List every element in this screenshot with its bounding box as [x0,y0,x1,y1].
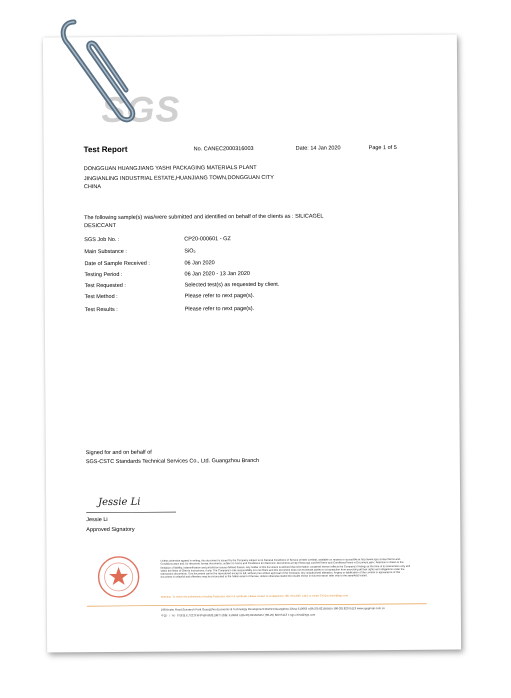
client-address-1: JINGIANLING INDUSTRIAL ESTATE,HUANJIANG TOWN,DONGGUAN CITY [83,174,274,183]
detail-value: CP20-000601 - GZ [184,236,231,243]
detail-label: Test Method : [84,293,118,301]
report-date: Date: 14 Jan 2020 [295,145,341,152]
signoff-line-2: SGS-CSTC Standards Technical Services Co., Ltd. Guangzhou Branch [85,457,260,466]
client-name: DONGGUAN HUANGJIANG YASHI PACKAGING MATERIALS PLANT [83,164,257,173]
detail-value: Selected test(s) as requested by client. [184,281,280,289]
detail-value: SiO₂ [184,248,196,255]
client-address-2: CHINA [83,184,102,191]
signatory-name: Jessie Li [86,517,108,524]
handwritten-signature: Jessie Li [98,496,141,509]
detail-value: 06 Jan 2020 - 13 Jan 2020 [184,271,250,278]
authenticity-notice: Attention: To check the authenticity of testing /inspection report & certificate, please contact us at telephone: (86-755) 8307 1443, or email: CN.Doccheck@sgs.com [160,594,349,599]
detail-label: SGS Job No. : [84,236,120,244]
detail-value: Please refer to next page(s). [184,292,255,300]
intro-line-1: The following sample(s) was/were submitted and identified on behalf of the clients as : SILICAGEL [84,213,324,222]
report-title: Test Report [83,144,128,155]
detail-value: Please refer to next page(s). [184,305,255,313]
footer-address-cn: 中国 · 广州 · 经济技术开发区科学城科珠路198号 邮编: 510663 t (86-20) 82155555 f (86-20) 82075113 e sgs.china@sgs.com [160,612,316,618]
signature-line [86,511,176,515]
signoff-line-1: Signed for and on behalf of [85,449,152,457]
footer-address-en: 198 Kezhu Road,Scientech Park Guangzhou Economic & Technology Development District,Guangzhou,China 510663 t (86-20) 82155555 f (86-20) 82075113 www.sgsgroup.com.cn [160,606,385,612]
detail-value: 06 Jan 2020 [184,260,215,267]
terms-fine-print: Unless otherwise agreed in writing, this document is issued by the Company subject to its General Conditions of Service printed overleaf, available on request or accessible at http://www.sgs.com/en/Terms-and-Conditions.aspx and, for electronic format documents, subject to Terms and Conditions for Electronic Documents at http://www.sgs.com/en/Terms-and-Conditions/Terms-e-Document.aspx. Attention is drawn to the limitation of liability, indemnification and jurisdiction issues defined therein. Any holder of this document is advised that information contained hereon reflects the Company's findings at the time of its intervention only and within the limits of Client's instructions, if any. The Company's sole responsibility is to its Client and this document does not exonerate parties to a transaction from exercising all their rights and obligations under the transaction documents. This document cannot be reproduced except in full, without prior written approval of the Company. Any unauthorized alteration, forgery or falsification of the content or appearance of this document is unlawful and offenders may be prosecuted to the fullest extent of the law. Unless otherwise stated the results shown in this test report refer only to the sample(s) tested. [160,557,411,580]
detail-label: Test Requested : [84,282,126,290]
detail-label: Testing Period : [84,271,123,279]
detail-label: Main Substance : [84,248,127,256]
report-number: No. CANEC2000316003 [193,145,254,153]
intro-line-2: DESICCANT [84,222,116,230]
detail-label: Test Results : [84,306,118,314]
sgs-logo: SGS [101,88,181,131]
signatory-role: Approved Signatory [86,526,135,534]
page-indicator: Page 1 of 5 [368,144,397,152]
company-seal-stamp [96,555,140,599]
detail-label: Date of Sample Received : [84,260,150,268]
paperclip-icon [56,14,136,134]
